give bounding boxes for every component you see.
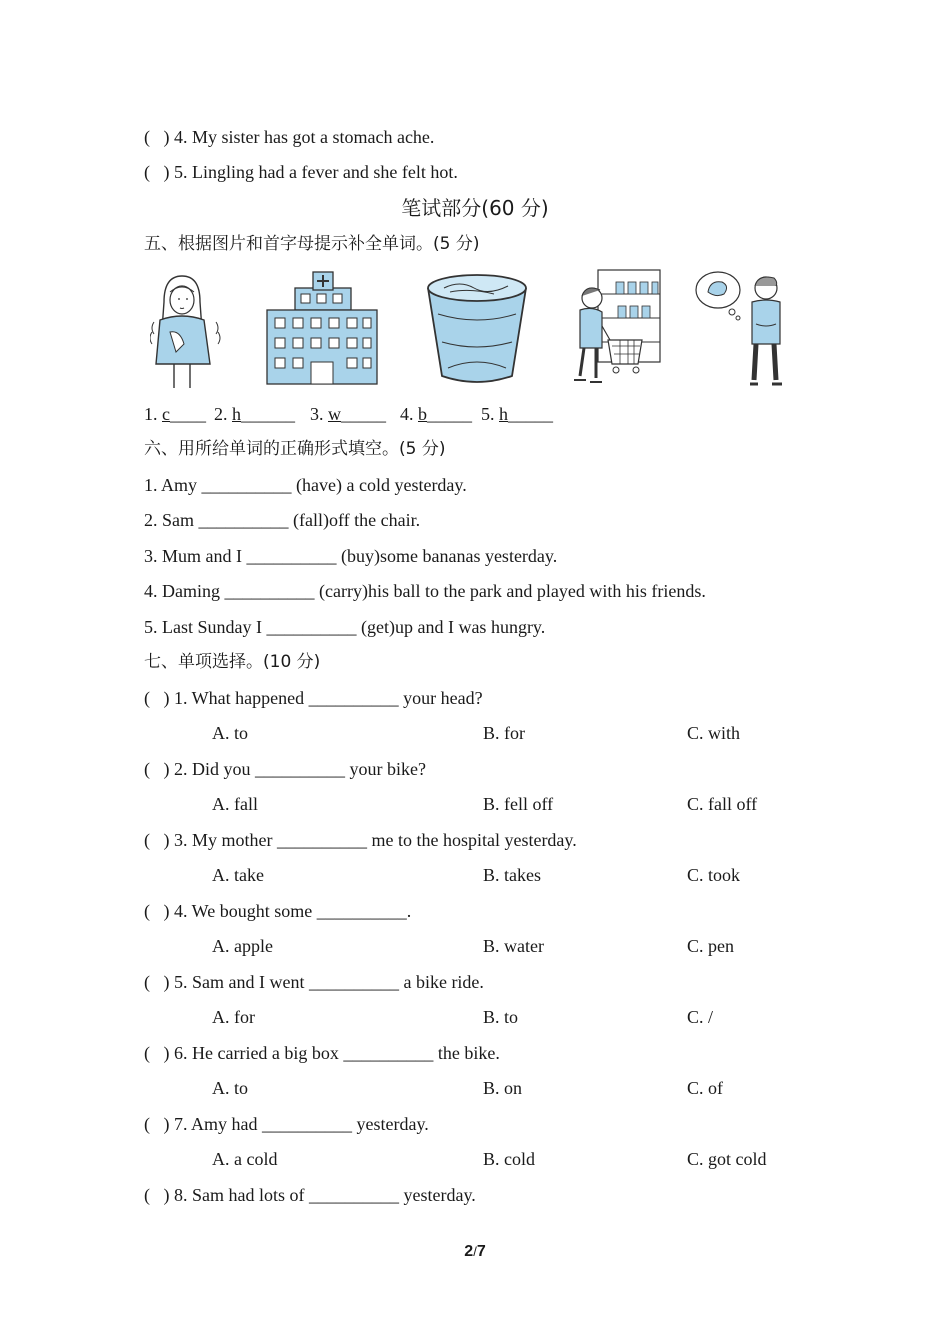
page-number: 2/7 — [464, 1243, 486, 1260]
glass-of-water-picture — [424, 272, 530, 388]
q7-option-a: A. a cold — [212, 1149, 278, 1169]
blank-4: 4. b_____ — [400, 404, 472, 424]
q4-option-b: B. water — [483, 936, 544, 956]
q6-option-c: C. of — [687, 1078, 723, 1098]
girl-with-cold-picture — [150, 272, 230, 390]
section7-heading: 七、单项选择。(10 分) — [144, 652, 321, 672]
choice-question-4: ( ) 4. We bought some __________. — [144, 901, 412, 921]
q1-option-c: C. with — [687, 723, 741, 743]
q6-option-a: A. to — [212, 1078, 248, 1098]
choice-question-1: ( ) 1. What happened __________ your head? — [144, 688, 483, 708]
blank-5: 5. h_____ — [481, 404, 553, 424]
fill-item-4: 4. Daming __________ (carry)his ball to the park and played with his friends. — [144, 581, 706, 601]
q4-option-a: A. apple — [212, 936, 273, 956]
choice-question-2: ( ) 2. Did you __________ your bike? — [144, 759, 426, 779]
q3-option-c: C. took — [687, 865, 741, 885]
choice-question-7: ( ) 7. Amy had __________ yesterday. — [144, 1114, 429, 1134]
q5-option-c: C. / — [687, 1007, 714, 1027]
boy-shopping-picture — [572, 268, 662, 388]
section6-heading: 六、用所给单词的正确形式填空。(5 分) — [144, 439, 446, 459]
q5-option-a: A. for — [212, 1007, 255, 1027]
q2-option-c: C. fall off — [687, 794, 758, 814]
q3-option-a: A. take — [212, 865, 264, 885]
fill-item-2: 2. Sam __________ (fall)off the chair. — [144, 510, 421, 530]
listening-item-5: ( ) 5. Lingling had a fever and she felt hot. — [144, 162, 458, 182]
choice-question-6: ( ) 6. He carried a big box __________ the bike. — [144, 1043, 500, 1063]
q6-option-b: B. on — [483, 1078, 523, 1098]
q7-option-c: C. got cold — [687, 1149, 767, 1169]
q7-option-b: B. cold — [483, 1149, 535, 1169]
choice-question-5: ( ) 5. Sam and I went __________ a bike ride. — [144, 972, 484, 992]
q4-option-c: C. pen — [687, 936, 734, 956]
q1-option-a: A. to — [212, 723, 248, 743]
fill-item-1: 1. Amy __________ (have) a cold yesterday. — [144, 475, 467, 495]
listening-item-4: ( ) 4. My sister has got a stomach ache. — [144, 127, 435, 147]
choice-question-3: ( ) 3. My mother __________ me to the hospital yesterday. — [144, 830, 577, 850]
hospital-picture — [265, 270, 379, 386]
fill-item-3: 3. Mum and I __________ (buy)some bananas yesterday. — [144, 546, 558, 566]
hungry-boy-picture — [694, 268, 788, 390]
written-part-title: 笔试部分(60 分) — [401, 196, 549, 220]
q2-option-a: A. fall — [212, 794, 258, 814]
section5-heading: 五、根据图片和首字母提示补全单词。(5 分) — [144, 234, 480, 254]
q3-option-b: B. takes — [483, 865, 541, 885]
blank-3: 3. w_____ — [310, 404, 386, 424]
blank-2: 2. h______ — [214, 404, 295, 424]
q1-option-b: B. for — [483, 723, 525, 743]
q5-option-b: B. to — [483, 1007, 519, 1027]
choice-question-8: ( ) 8. Sam had lots of __________ yesterday. — [144, 1185, 476, 1205]
q2-option-b: B. fell off — [483, 794, 554, 814]
blank-1: 1. c____ — [144, 404, 206, 424]
fill-item-5: 5. Last Sunday I __________ (get)up and I was hungry. — [144, 617, 546, 637]
